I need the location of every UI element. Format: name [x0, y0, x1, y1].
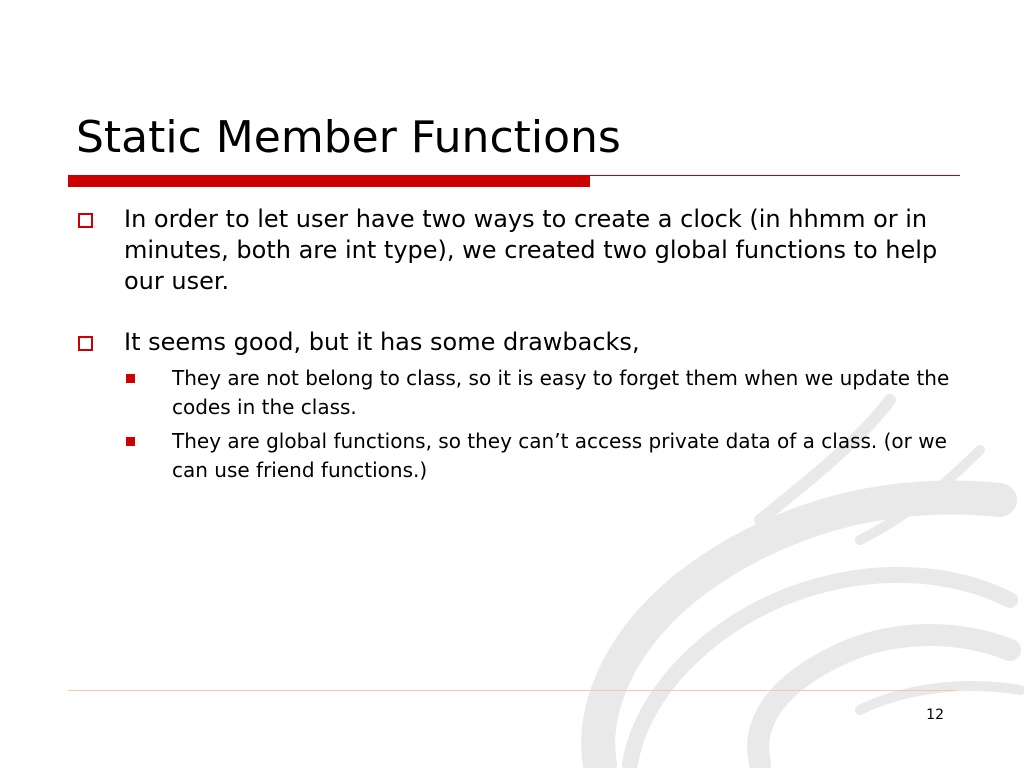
bullet-item: [76, 327, 956, 485]
title-underline-thick: [68, 176, 590, 187]
sub-bullet-item: [124, 364, 956, 422]
sub-bullet-list: [124, 364, 956, 485]
bullet-text: It seems good, but it has some drawbacks,: [124, 328, 640, 356]
bullet-text: In order to let user have two ways to create a clock (in hhmm or in minutes, both are int type), we created two global functions to help our user.: [124, 205, 938, 295]
hollow-square-bullet-icon: [78, 213, 93, 228]
page-number: 12: [926, 707, 944, 723]
sub-bullet-text: They are global functions, so they can’t access private data of a class. (or we can use friend functions.): [172, 429, 947, 482]
filled-square-bullet-icon: [126, 374, 135, 383]
bullet-item: [76, 204, 956, 297]
slide-title: Static Member Functions: [76, 112, 621, 163]
footer-divider: [68, 690, 956, 691]
slide-content: [76, 204, 956, 490]
filled-square-bullet-icon: [126, 437, 135, 446]
sub-bullet-item: [124, 427, 956, 485]
sub-bullet-text: They are not belong to class, so it is easy to forget them when we update the codes in the class.: [172, 366, 950, 419]
hollow-square-bullet-icon: [78, 336, 93, 351]
